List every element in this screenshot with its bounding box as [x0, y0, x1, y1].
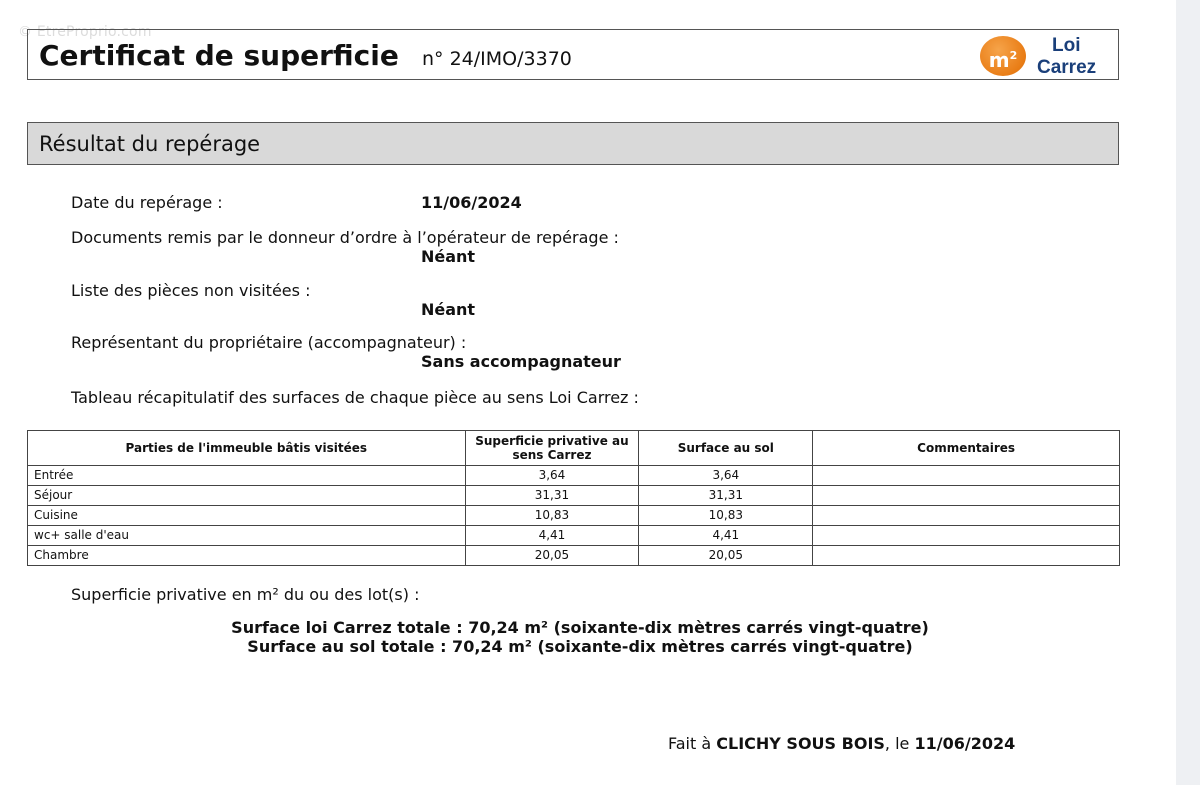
room-carrez: 3,64 — [465, 466, 639, 486]
header-carrez-line2: sens Carrez — [512, 448, 592, 462]
summary-label: Superficie privative en m² du ou des lot(s) : — [71, 585, 420, 604]
table-header-row — [28, 431, 1120, 466]
header-carrez — [465, 431, 639, 466]
loi-carrez-logo — [979, 33, 1109, 77]
table-row — [28, 546, 1120, 566]
room-comment — [813, 506, 1120, 526]
rooms-not-visited-value: Néant — [421, 300, 476, 319]
surface-table — [27, 430, 1120, 566]
room-floor: 31,31 — [639, 486, 813, 506]
floor-total: Surface au sol totale : 70,24 m² (soixante-dix mètres carrés vingt-quatre) — [247, 637, 913, 656]
table-intro: Tableau récapitulatif des surfaces de chaque pièce au sens Loi Carrez : — [71, 388, 639, 407]
room-comment — [813, 526, 1120, 546]
room-comment — [813, 486, 1120, 506]
representative-value: Sans accompagnateur — [421, 352, 621, 371]
logo-m: m — [988, 48, 1010, 72]
date-label: Date du repérage : — [71, 193, 223, 212]
room-carrez: 31,31 — [465, 486, 639, 506]
footer-date: 11/06/2024 — [914, 734, 1016, 753]
header-carrez-line1: Superficie privative au — [475, 434, 629, 448]
header-parts: Parties de l'immeuble bâtis visitées — [28, 431, 466, 466]
certificate-number: n° 24/IMO/3370 — [422, 48, 572, 70]
room-carrez: 20,05 — [465, 546, 639, 566]
date-value: 11/06/2024 — [421, 193, 522, 212]
table-row — [28, 506, 1120, 526]
logo-text-carrez: Carrez — [1037, 57, 1097, 78]
logo-text-loi: Loi — [1052, 35, 1081, 56]
page-edge-strip — [1176, 0, 1200, 785]
footer-middle: , le — [884, 734, 910, 753]
certificate-header — [27, 29, 1119, 80]
room-floor: 3,64 — [639, 466, 813, 486]
table-row — [28, 486, 1120, 506]
room-name: Séjour — [28, 486, 466, 506]
header-comments: Commentaires — [813, 431, 1120, 466]
footer-prefix: Fait à — [668, 734, 712, 753]
table-row — [28, 526, 1120, 546]
room-name: Cuisine — [28, 506, 466, 526]
table-row — [28, 466, 1120, 486]
room-name: Entrée — [28, 466, 466, 486]
room-floor: 20,05 — [639, 546, 813, 566]
room-name: Chambre — [28, 546, 466, 566]
room-carrez: 4,41 — [465, 526, 639, 546]
footer-city: CLICHY SOUS BOIS — [716, 734, 885, 753]
m2-icon — [980, 36, 1026, 76]
room-comment — [813, 466, 1120, 486]
room-comment — [813, 546, 1120, 566]
representative-label: Représentant du propriétaire (accompagnateur) : — [71, 333, 467, 352]
room-floor: 4,41 — [639, 526, 813, 546]
carrez-total: Surface loi Carrez totale : 70,24 m² (soixante-dix mètres carrés vingt-quatre) — [231, 618, 929, 637]
room-floor: 10,83 — [639, 506, 813, 526]
documents-value: Néant — [421, 247, 476, 266]
signature-line — [668, 734, 1015, 753]
room-carrez: 10,83 — [465, 506, 639, 526]
room-name: wc+ salle d'eau — [28, 526, 466, 546]
page-title: Certificat de superficie — [39, 39, 399, 72]
section-title: Résultat du repérage — [39, 132, 261, 156]
section-header — [27, 122, 1119, 165]
header-floor: Surface au sol — [639, 431, 813, 466]
logo-sup: 2 — [1009, 49, 1018, 62]
rooms-not-visited-label: Liste des pièces non visitées : — [71, 281, 311, 300]
watermark: © EtreProprio.com — [18, 24, 152, 40]
documents-label: Documents remis par le donneur d’ordre à l’opérateur de repérage : — [71, 228, 619, 247]
